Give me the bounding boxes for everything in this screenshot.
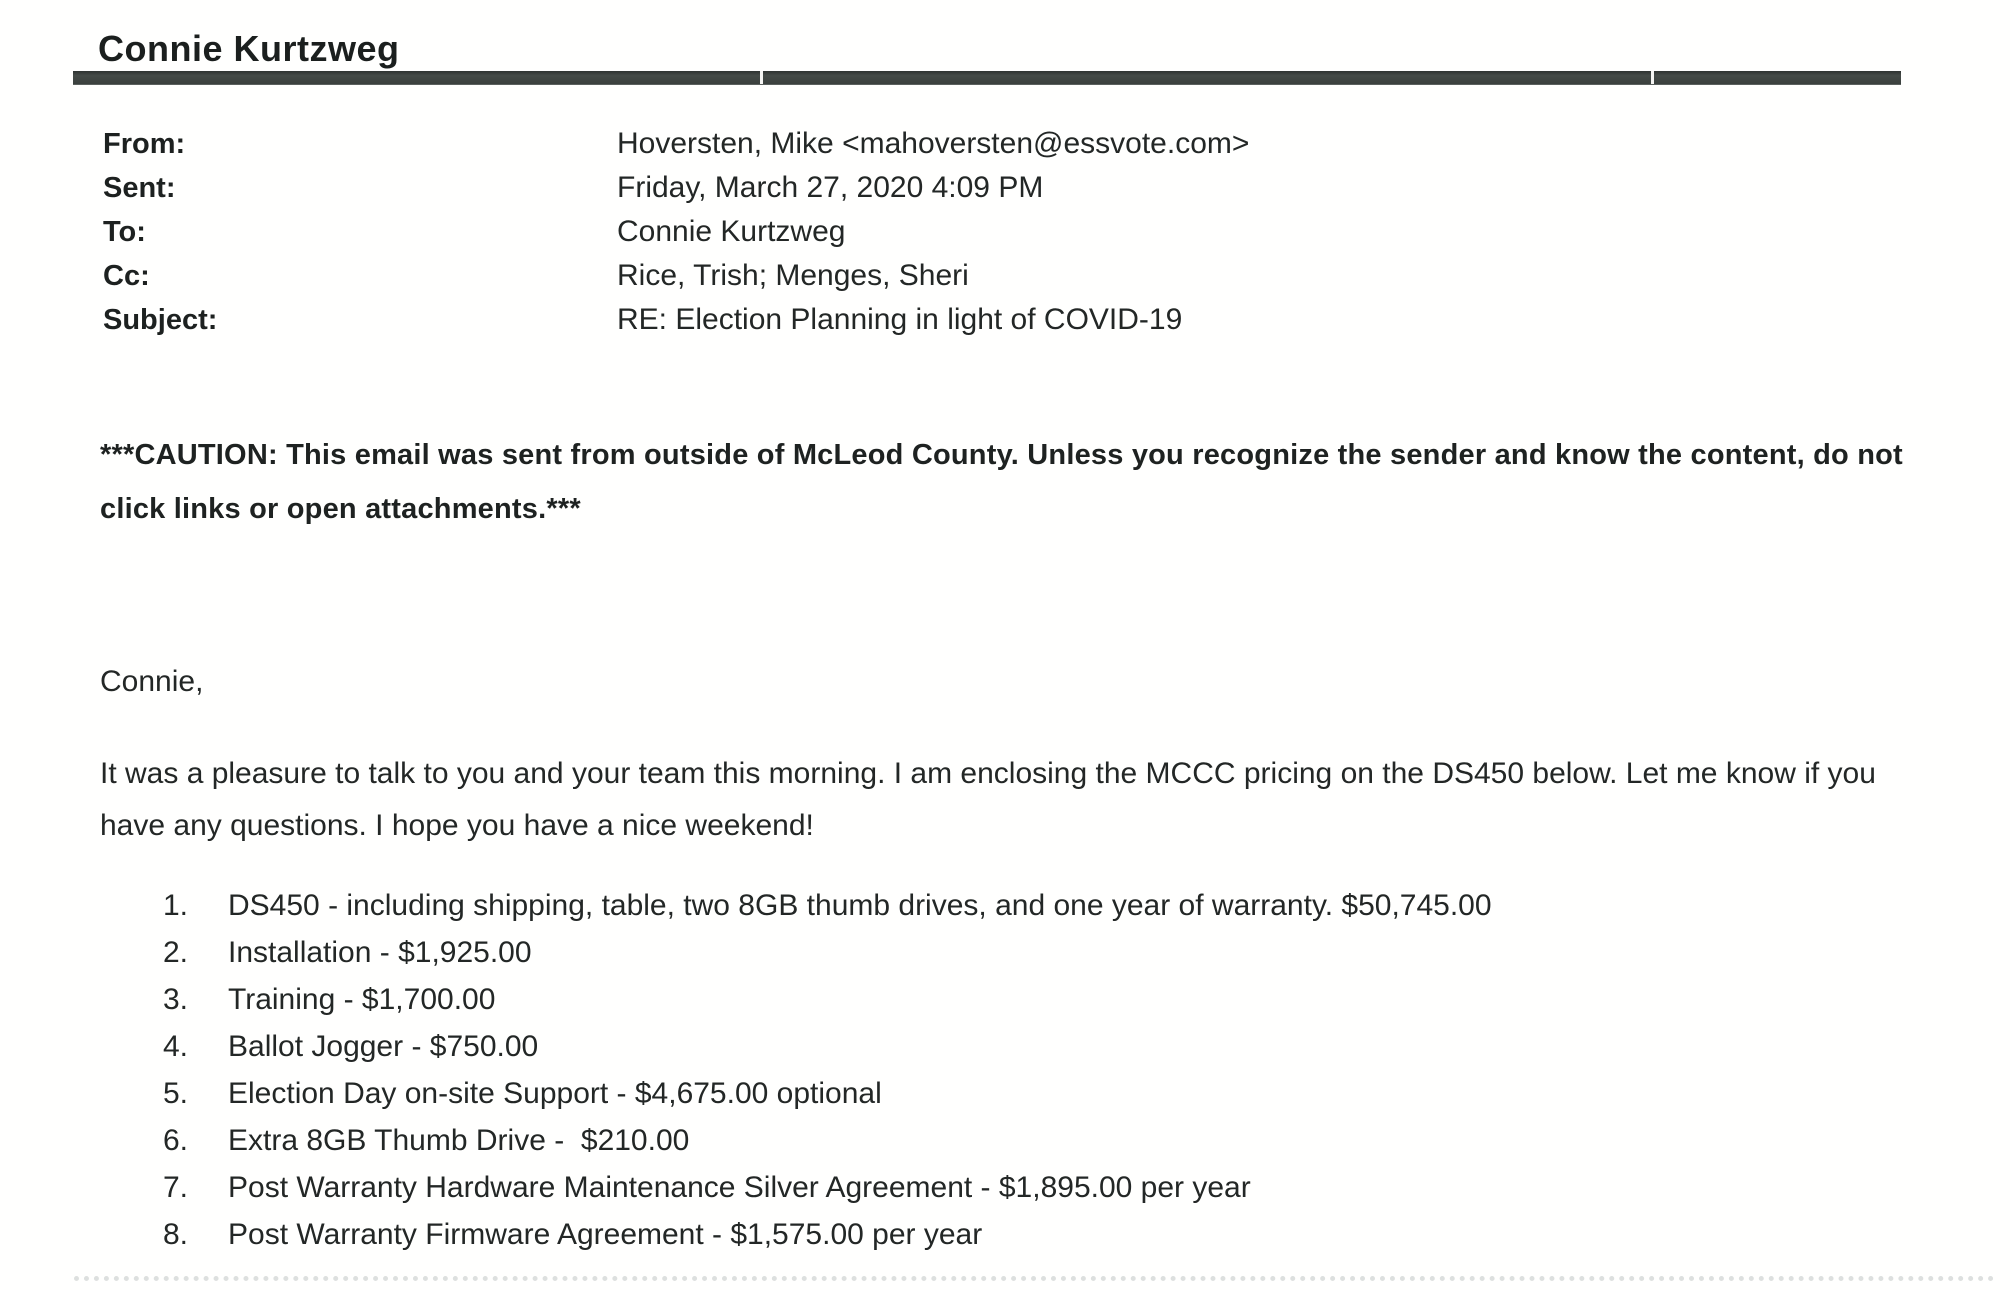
item-number: 5. <box>163 1077 189 1110</box>
subject-label: Subject: <box>103 304 218 336</box>
page-bottom-divider <box>74 1276 1995 1281</box>
email-header-block <box>103 122 1249 342</box>
item-text: Post Warranty Hardware Maintenance Silver Agreement - $1,895.00 per year <box>228 1171 1251 1204</box>
to-value: Connie Kurtzweg <box>617 215 846 248</box>
list-item <box>163 1211 1492 1258</box>
body-paragraph: It was a pleasure to talk to you and your team this morning. I am enclosing the MCCC pricing on the DS450 below. Let me know if you have any questions. I hope you have a nice weekend! <box>100 757 1876 842</box>
header-divider <box>73 71 1901 85</box>
subject-value: RE: Election Planning in light of COVID-19 <box>617 303 1183 336</box>
list-item <box>163 1023 1492 1070</box>
divider-notch <box>1651 71 1654 84</box>
item-text: Ballot Jogger - $750.00 <box>228 1030 539 1063</box>
list-item <box>163 1164 1492 1211</box>
from-value: Hoversten, Mike <mahoversten@essvote.com> <box>617 127 1250 160</box>
caution-banner: ***CAUTION: This email was sent from outside of McLeod County. Unless you recognize the sender and know the content, do not click links or open attachments.*** <box>100 439 1903 525</box>
list-item <box>163 1117 1492 1164</box>
item-text: Election Day on-site Support - $4,675.00 optional <box>228 1077 882 1110</box>
item-text: DS450 - including shipping, table, two 8GB thumb drives, and one year of warranty. $50,745.00 <box>228 889 1492 922</box>
item-number: 2. <box>163 936 189 969</box>
meta-row-subject <box>103 298 1249 342</box>
meta-row-sent <box>103 166 1249 210</box>
item-text: Installation - $1,925.00 <box>228 936 532 969</box>
greeting-text: Connie, <box>100 665 204 698</box>
cc-label: Cc: <box>103 260 150 292</box>
sent-label: Sent: <box>103 172 176 204</box>
item-number: 7. <box>163 1171 189 1204</box>
meta-row-from <box>103 122 1249 166</box>
list-item <box>163 929 1492 976</box>
item-number: 6. <box>163 1124 189 1157</box>
list-item <box>163 976 1492 1023</box>
item-number: 1. <box>163 889 189 922</box>
cc-value: Rice, Trish; Menges, Sheri <box>617 259 969 292</box>
item-text: Post Warranty Firmware Agreement - $1,575.00 per year <box>228 1218 983 1251</box>
from-label: From: <box>103 128 186 160</box>
item-text: Extra 8GB Thumb Drive - $210.00 <box>228 1124 690 1157</box>
pricing-list <box>163 882 1492 1258</box>
divider-notch <box>760 71 763 84</box>
item-number: 8. <box>163 1218 189 1251</box>
meta-row-cc <box>103 254 1249 298</box>
page-title: Connie Kurtzweg <box>98 28 400 69</box>
sent-value: Friday, March 27, 2020 4:09 PM <box>617 171 1044 204</box>
meta-row-to <box>103 210 1249 254</box>
to-label: To: <box>103 216 146 248</box>
list-item <box>163 1070 1492 1117</box>
item-text: Training - $1,700.00 <box>228 983 496 1016</box>
list-item <box>163 882 1492 929</box>
item-number: 4. <box>163 1030 189 1063</box>
item-number: 3. <box>163 983 189 1016</box>
